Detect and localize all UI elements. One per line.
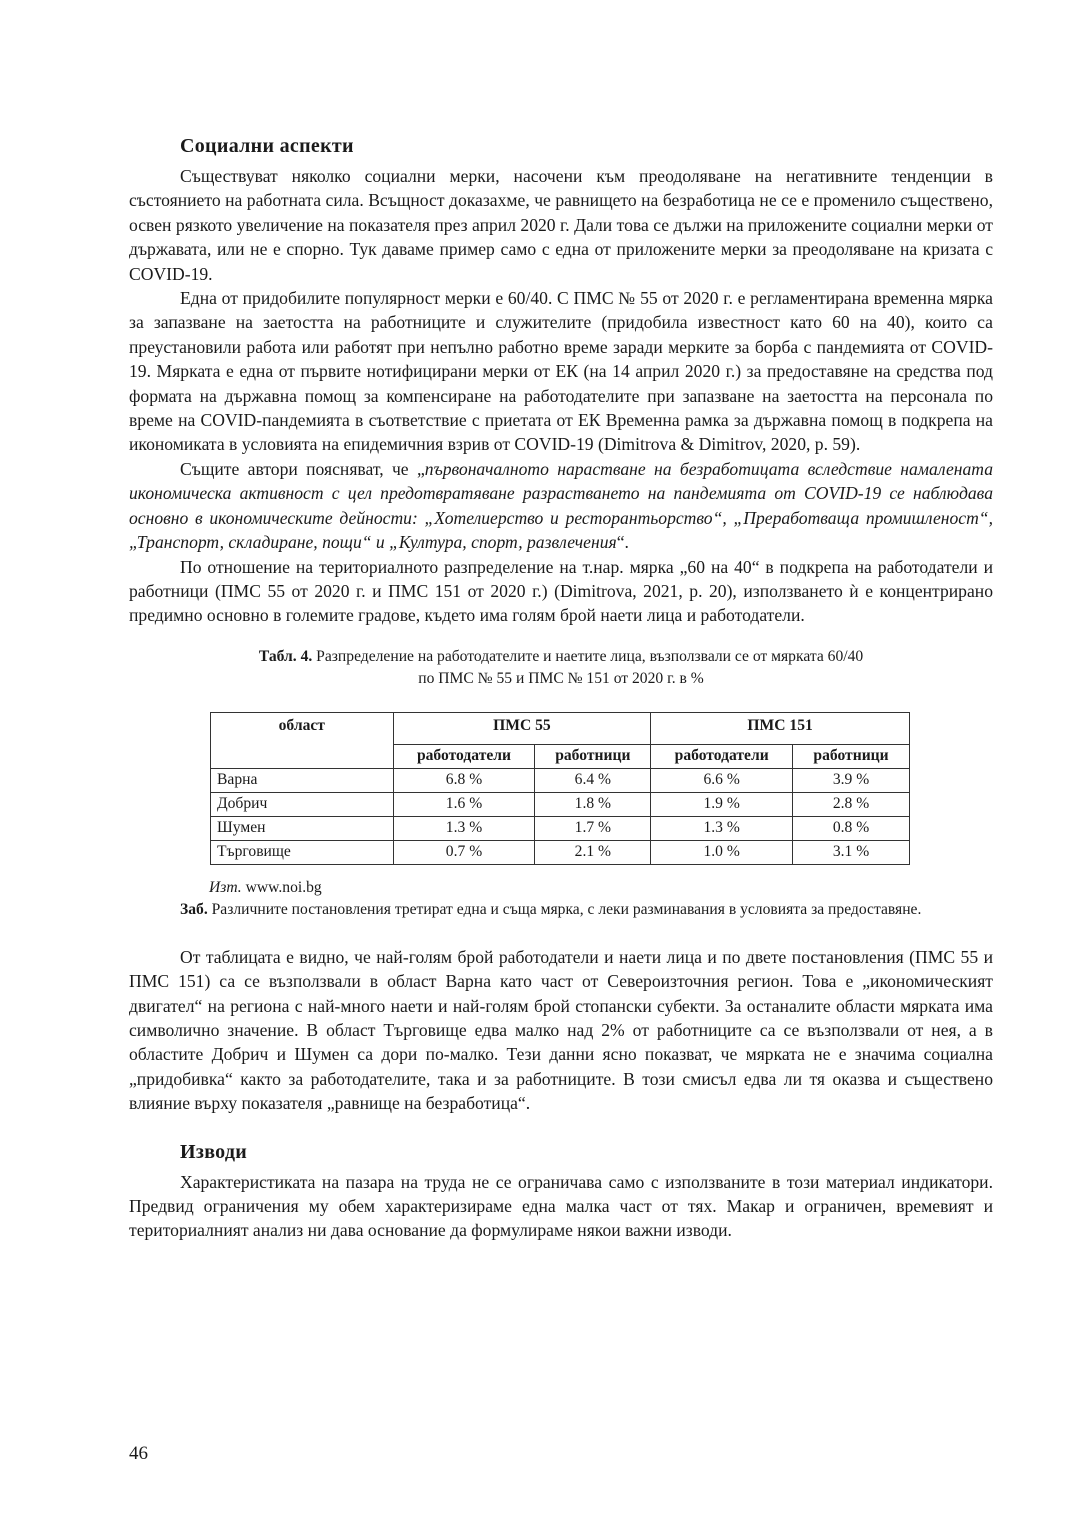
header-region: област: [211, 712, 394, 768]
table-caption: [129, 646, 993, 690]
table-caption-label: Табл. 4.: [258, 647, 313, 665]
cell-value: 1.0 %: [651, 840, 793, 864]
paragraph-3-quote: първоначалното нарастване на безработицата вследствие намалената икономическа активност с цел предотвратяване разрастването на пандемията от COVID-19 се наблюдава основно в икономическите дейности: „Хотелиерство и ресторантьорство“, „Преработваща промишленост“, „Транспорт, складиране, пощи“ и „Култура, спорт, развлечения: [129, 458, 993, 553]
cell-value: 2.1 %: [535, 840, 651, 864]
section-heading-social: Социални аспекти: [180, 135, 354, 157]
table-row: [211, 768, 910, 792]
cell-value: 1.8 %: [535, 792, 651, 816]
table-source: [209, 877, 993, 899]
paragraph-3-tail: “.: [616, 532, 629, 553]
header-pms151-employers: работодатели: [651, 744, 793, 768]
cell-value: 0.7 %: [393, 840, 535, 864]
paragraph-3-lead: Същите автори поясняват, че „: [180, 458, 425, 479]
paragraph-4: По отношение на териториалното разпределение на т.нар. мярка „60 на 40“ в подкрепа на работодатели и работници (ПМС 55 от 2020 г. и ПМС 151 от 2020 г.) (Dimitrova, 2021, p. 20), използването ѝ е концентрирано предимно основно в големите градове, където има голям брой наети лица и работодатели.: [129, 556, 993, 626]
data-table: [210, 712, 910, 865]
cell-value: 6.8 %: [393, 768, 535, 792]
cell-region: Варна: [211, 768, 394, 792]
cell-region: Шумен: [211, 816, 394, 840]
header-pms151: ПМС 151: [651, 712, 910, 744]
cell-region: Търговище: [211, 840, 394, 864]
source-text: www.noi.bg: [241, 878, 322, 896]
section-heading-conclusions: Изводи: [180, 1140, 248, 1163]
header-pms151-workers: работници: [793, 744, 910, 768]
cell-value: 1.6 %: [393, 792, 535, 816]
cell-value: 3.9 %: [793, 768, 910, 792]
paragraph-6: Характеристиката на пазара на труда не се ограничава само с използваните в този материал индикатори. Предвид ограничения му обем характеризираме една малка част от тях. Макар и ограничен, времевият и териториалният анализ ни дава основание да формулираме някои важни изводи.: [129, 1171, 993, 1241]
table-caption-line2: по ПМС № 55 и ПМС № 151 от 2020 г. в %: [418, 669, 704, 687]
cell-value: 1.9 %: [651, 792, 793, 816]
table-row: [211, 792, 910, 816]
cell-value: 6.6 %: [651, 768, 793, 792]
note-text: Различните постановления третират една и съща мярка, с леки разминавания в условията за предоставяне.: [207, 900, 922, 918]
paragraph-5: От таблицата е видно, че най-голям брой работодатели и наети лица и по двете постановления (ПМС 55 и ПМС 151) са се възползвали в област Варна като част от Североизточния регион. Това е „икономическият двигател“ на региона с най-много наети и най-голям брой стопански субекти. За останалите области мярката има символично значение. В област Търговище едва малко над 2% от работниците са се възползвали от нея, а в областите Добрич и Шумен са дори по-малко. Тези данни ясно показват, че мярката не е значима социална „придобивка“ както за работодателите, така и за работниците. В този смисъл едва ли тя оказва и съществено влияние върху показателя „равнище на безработица“.: [129, 946, 993, 1114]
table-header-row-1: [211, 712, 910, 744]
paragraph-1: Съществуват няколко социални мерки, насочени към преодоляване на негативните тенденции в състоянието на работната сила. Всъщност доказахме, че равнището на безработица не се е променило съществено, освен рязкото увеличение на показателя през април 2020 г. Дали това се дължи на приложените социални мерки от държавата, или не е спорно. Тук даваме пример само с една от приложените мерки за преодоляване на кризата с COVID-19.: [129, 166, 993, 284]
cell-value: 1.3 %: [651, 816, 793, 840]
header-pms55-workers: работници: [535, 744, 651, 768]
cell-value: 1.3 %: [393, 816, 535, 840]
cell-value: 2.8 %: [793, 792, 910, 816]
page-content: [129, 132, 993, 1243]
header-pms55: ПМС 55: [393, 712, 651, 744]
cell-region: Добрич: [211, 792, 394, 816]
paragraph-3: [129, 457, 993, 555]
paragraph-2: Една от придобилите популярност мерки е 60/40. С ПМС № 55 от 2020 г. е регламентирана временна мярка за запазване на заетостта на работниците и служителите (придобила известност като 60 на 40), които са преустановили работа или работят при непълно работно време заради мерките за борба с пандемията от COVID-19. Мярката е една от първите нотифицирани мерки от ЕК (на 14 април 2020 г.) за предоставяне на средства под формата на държавна помощ за компенсиране на работодателите при запазване на заетостта на персонала по време на COVID-пандемията в съответствие с приетата от ЕК Временна рамка за държавна помощ в подкрепа на икономиката в условията на епидемичния взрив от COVID-19 (Dimitrova & Dimitrov, 2020, p. 59).: [129, 288, 993, 455]
source-label: Изт.: [209, 878, 242, 896]
note-label: Заб.: [180, 900, 208, 918]
table-row: [211, 840, 910, 864]
cell-value: 3.1 %: [793, 840, 910, 864]
header-pms55-employers: работодатели: [393, 744, 535, 768]
table-caption-line1: Разпределение на работодателите и наетите лица, възползвали се от мярката 60/40: [312, 647, 864, 665]
cell-value: 0.8 %: [793, 816, 910, 840]
table-row: [211, 816, 910, 840]
cell-value: 6.4 %: [535, 768, 651, 792]
cell-value: 1.7 %: [535, 816, 651, 840]
page-number: 46: [129, 1443, 148, 1464]
table-note: [129, 899, 993, 921]
